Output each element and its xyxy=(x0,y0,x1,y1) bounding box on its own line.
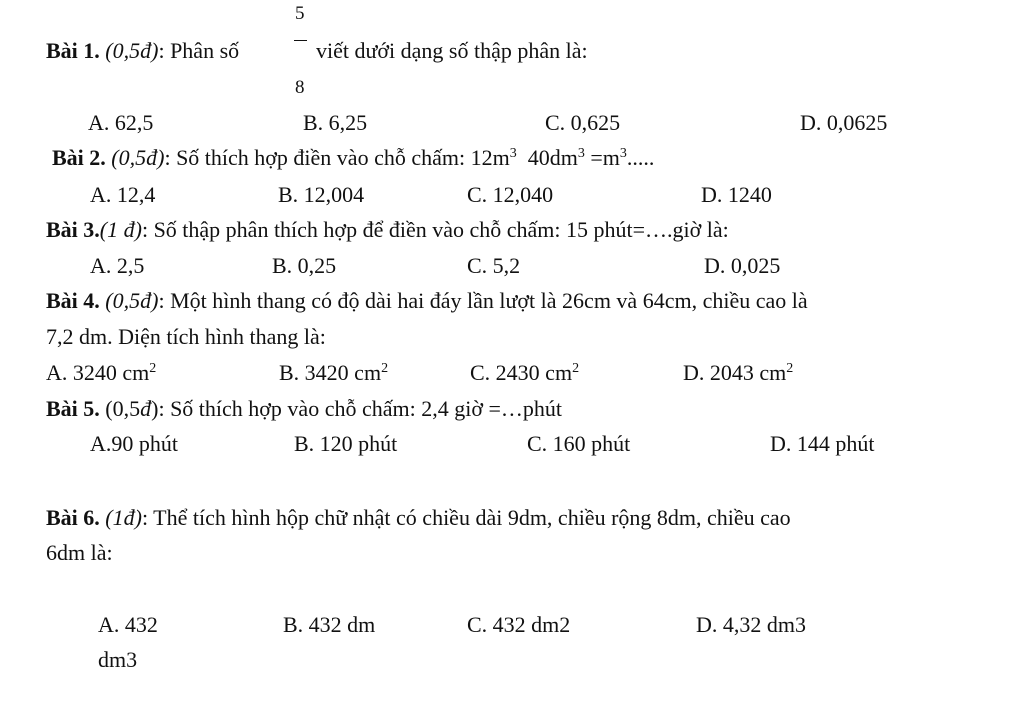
problem-2-text-end: ..... xyxy=(626,145,655,170)
problem-4-option-a-text: A. 3240 cm xyxy=(46,360,150,385)
problem-6-option-a[interactable]: A. 432 xyxy=(98,612,158,637)
problem-2-option-c[interactable]: C. 12,040 xyxy=(467,182,554,207)
problem-2-option-d[interactable]: D. 1240 xyxy=(701,182,772,207)
problem-6-option-a-line2[interactable]: dm3 xyxy=(98,647,138,672)
problem-3-option-d[interactable]: D. 0,025 xyxy=(704,253,781,278)
problem-1-option-c[interactable]: C. 0,625 xyxy=(545,110,621,135)
problem-6-text: : Thể tích hình hộp chữ nhật có chiều dài 9dm, chiều rộng 8dm, chiều cao xyxy=(141,505,791,530)
problem-5-points: (0,5đ) xyxy=(105,396,159,421)
problem-3-option-b[interactable]: B. 0,25 xyxy=(272,253,337,278)
problem-1-option-b[interactable]: B. 6,25 xyxy=(303,110,368,135)
problem-2-sup-2: 3 xyxy=(577,146,585,161)
problem-6-option-d[interactable]: D. 4,32 dm3 xyxy=(696,612,806,637)
problem-2-points: (0,5đ) xyxy=(111,145,165,170)
problem-4-option-a-sup: 2 xyxy=(149,361,157,376)
problem-6-option-c[interactable]: C. 432 dm2 xyxy=(467,612,571,637)
problem-4-option-c-sup: 2 xyxy=(572,361,580,376)
problem-1-option-d[interactable]: D. 0,0625 xyxy=(800,110,888,135)
problem-2-option-b[interactable]: B. 12,004 xyxy=(278,182,365,207)
problem-4-option-b[interactable] xyxy=(279,362,388,384)
fraction-numerator: 5 xyxy=(295,3,305,24)
problem-2-sup-1: 3 xyxy=(509,146,517,161)
problem-1-text-after: viết dưới dạng số thập phân là: xyxy=(316,38,588,63)
problem-2-option-a[interactable]: A. 12,4 xyxy=(90,182,156,207)
problem-2-label: Bài 2. xyxy=(52,145,106,170)
problem-4-text: : Một hình thang có độ dài hai đáy lần lượt là 26cm và 64cm, chiều cao là xyxy=(158,288,808,313)
problem-2-text-mid2: =m xyxy=(584,145,620,170)
problem-4-points: (0,5đ) xyxy=(105,288,159,313)
problem-3-label: Bài 3. xyxy=(46,217,100,242)
problem-4-option-b-sup: 2 xyxy=(381,361,389,376)
problem-1-points: (0,5đ) xyxy=(105,38,159,63)
problem-6-points: (1đ) xyxy=(105,505,142,530)
fraction-bar xyxy=(294,40,307,41)
problem-6-label: Bài 6. xyxy=(46,505,100,530)
problem-6-option-b[interactable]: B. 432 dm xyxy=(283,612,376,637)
problem-2-text-mid: 40dm xyxy=(516,145,578,170)
problem-4-label: Bài 4. xyxy=(46,288,100,313)
problem-5-text: : Số thích hợp vào chỗ chấm: 2,4 giờ =…phút xyxy=(158,396,562,421)
problem-4-question-line2: 7,2 dm. Diện tích hình thang là: xyxy=(46,324,326,349)
problem-4-option-d-sup: 2 xyxy=(786,361,794,376)
problem-2-text: : Số thích hợp điền vào chỗ chấm: 12m xyxy=(164,145,510,170)
problem-3-option-a[interactable]: A. 2,5 xyxy=(90,253,145,278)
problem-3-option-c[interactable]: C. 5,2 xyxy=(467,253,521,278)
problem-1-question xyxy=(46,40,239,62)
problem-1-label: Bài 1. xyxy=(46,38,100,63)
problem-4-option-d[interactable] xyxy=(683,362,793,384)
problem-5-label: Bài 5. xyxy=(46,396,100,421)
problem-4-option-c-text: C. 2430 cm xyxy=(470,360,573,385)
problem-1-text: : Phân số xyxy=(158,38,240,63)
problem-5-option-c[interactable]: C. 160 phút xyxy=(527,431,631,456)
problem-3-points: (1 đ) xyxy=(99,217,142,242)
problem-2-question xyxy=(52,147,654,169)
problem-4-option-a[interactable] xyxy=(46,362,156,384)
problem-5-option-a[interactable]: A.90 phút xyxy=(90,431,178,456)
problem-6-question-line2: 6dm là: xyxy=(46,540,113,565)
problem-5-question xyxy=(46,398,562,420)
problem-6-question xyxy=(46,507,791,529)
problem-1-option-a[interactable]: A. 62,5 xyxy=(88,110,154,135)
problem-2-sup-3: 3 xyxy=(619,146,627,161)
problem-4-option-c[interactable] xyxy=(470,362,579,384)
problem-5-option-d[interactable]: D. 144 phút xyxy=(770,431,875,456)
problem-4-option-b-text: B. 3420 cm xyxy=(279,360,382,385)
problem-4-option-d-text: D. 2043 cm xyxy=(683,360,787,385)
problem-5-option-b[interactable]: B. 120 phút xyxy=(294,431,398,456)
problem-3-question xyxy=(46,219,729,241)
fraction-denominator: 8 xyxy=(295,77,305,98)
problem-4-question xyxy=(46,290,808,312)
problem-3-text: : Số thập phân thích hợp để điền vào chỗ chấm: 15 phút=….giờ là: xyxy=(141,217,729,242)
